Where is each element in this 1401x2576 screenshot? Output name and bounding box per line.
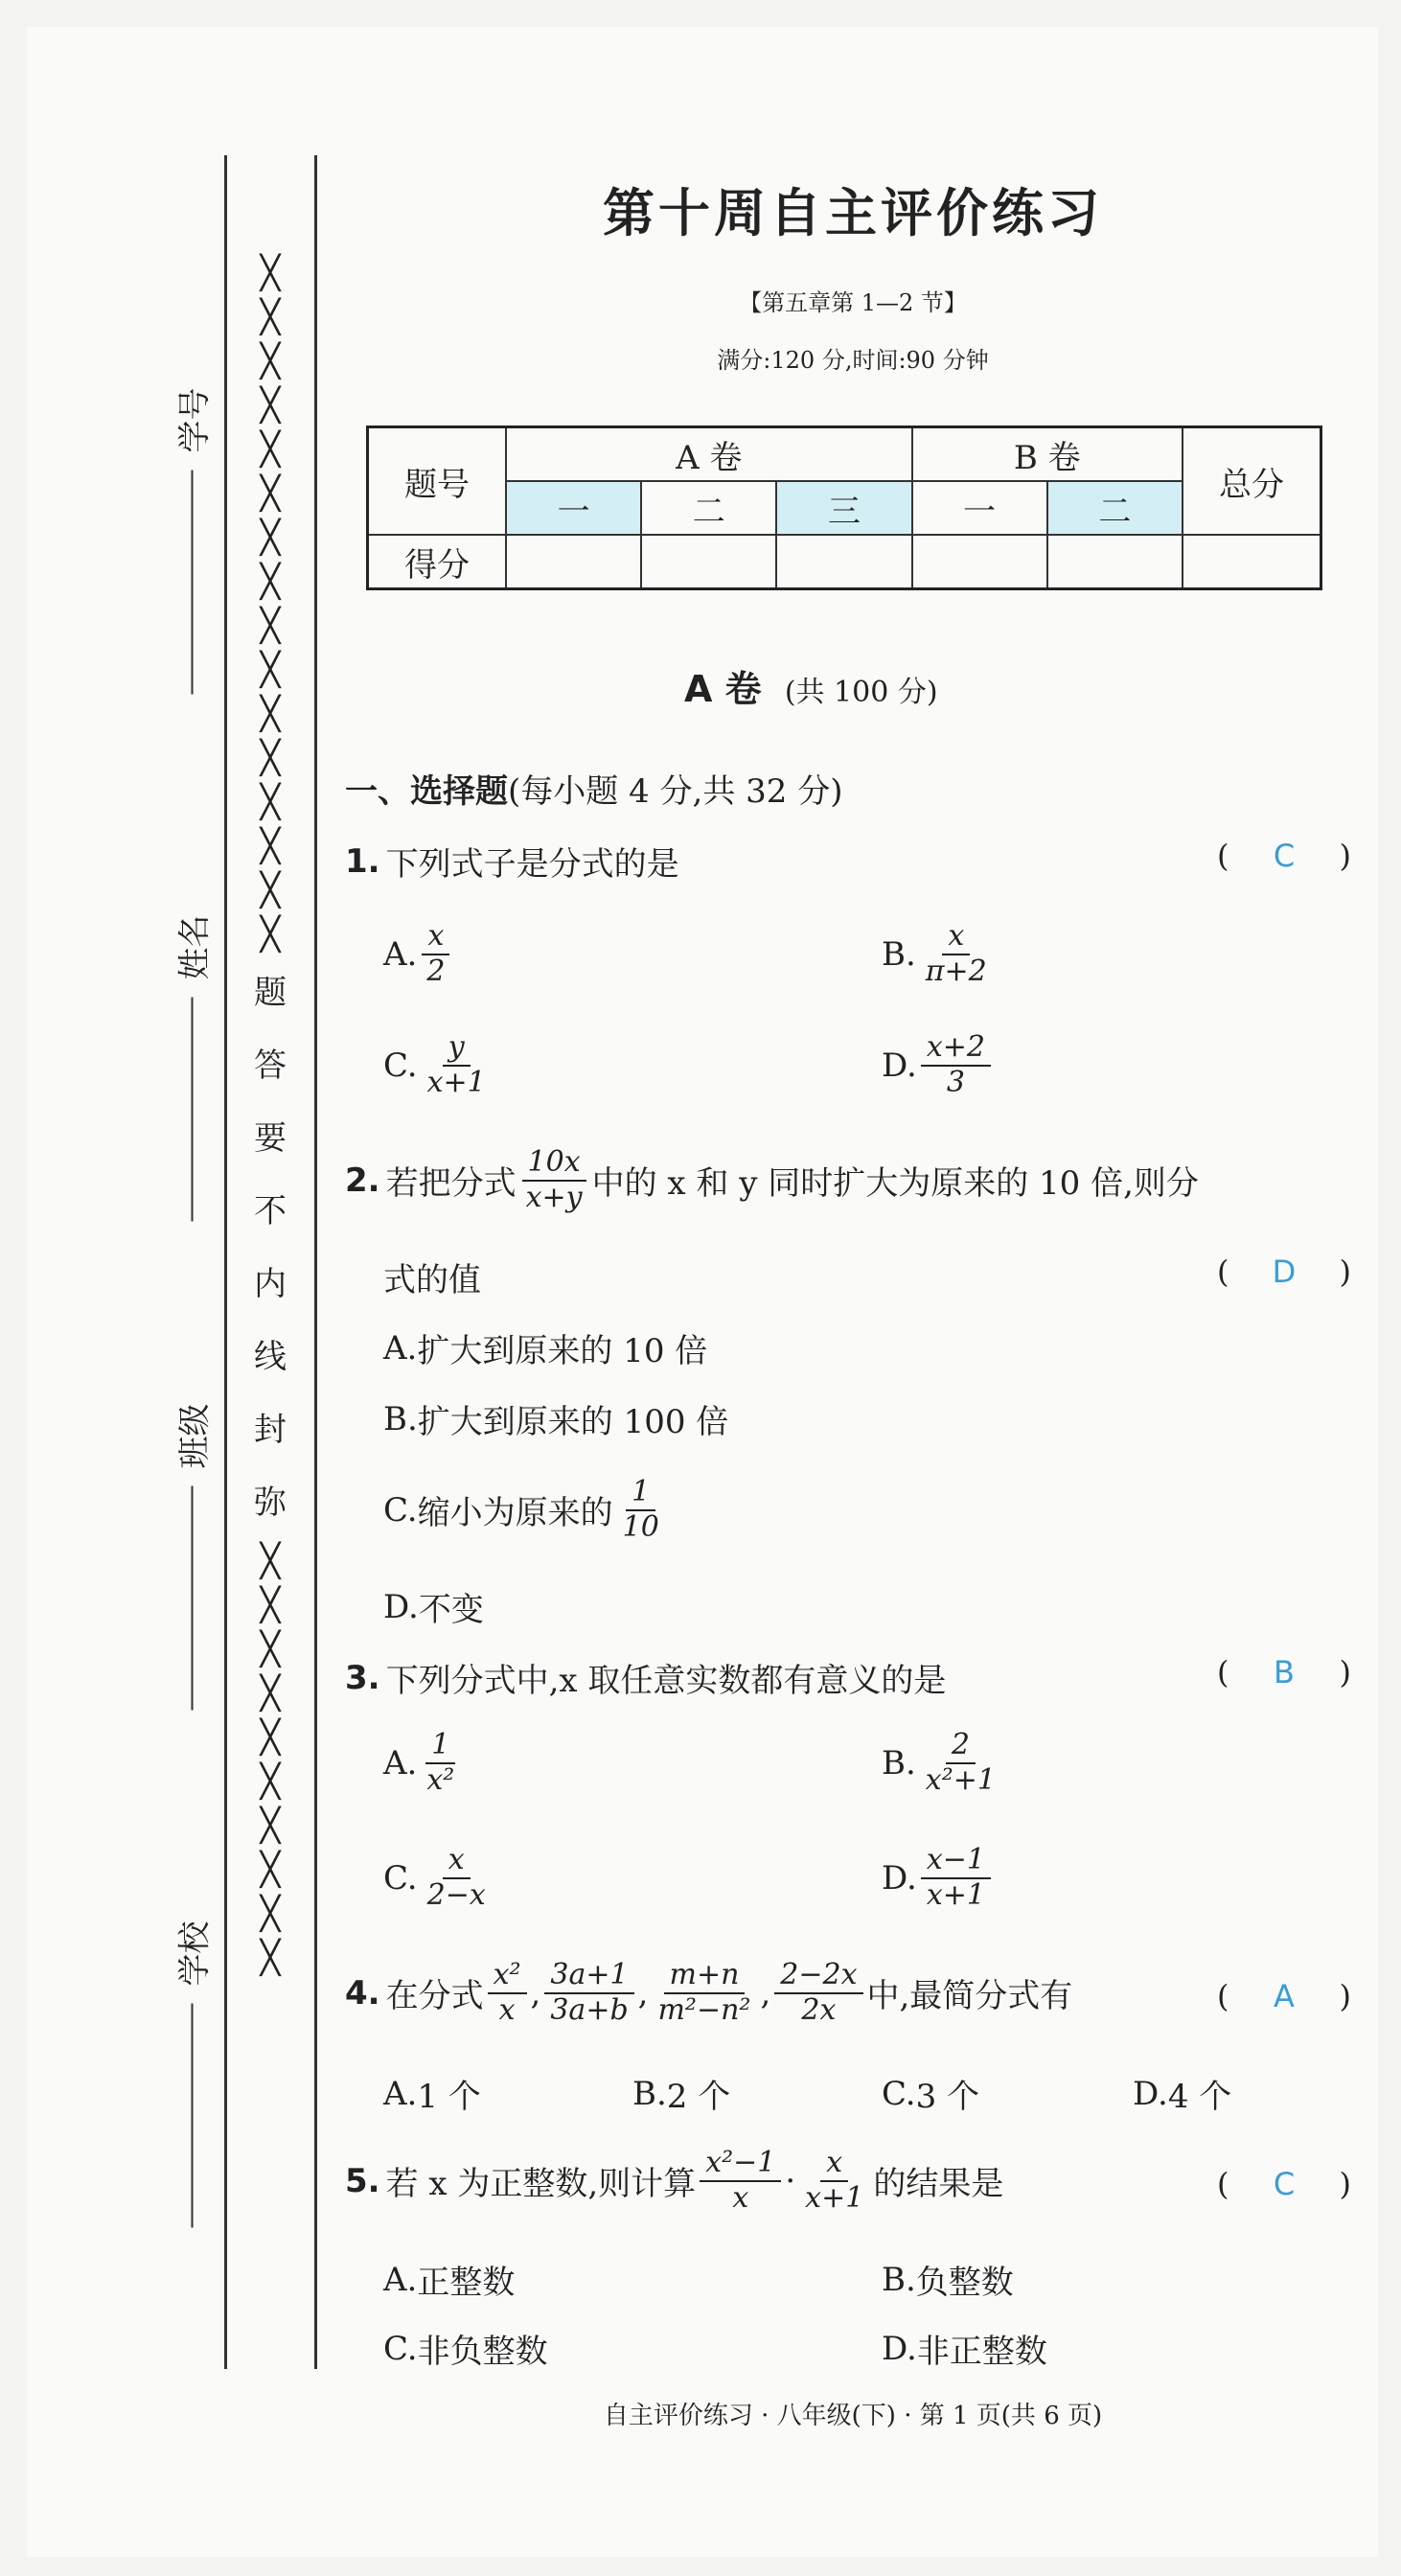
answer-5: ( C ) (1217, 2166, 1351, 2202)
score-cell[interactable] (776, 535, 911, 589)
q3-option-a[interactable]: A. $\frac{1}{\text{x²}}$ (383, 1728, 455, 1797)
q2-option-d[interactable]: D. 不变 (383, 1587, 484, 1629)
q4-option-d[interactable]: D. 4 个 (1133, 2074, 1232, 2116)
chapter-range: 【第五章第 1—2 节】 (739, 289, 967, 316)
q5-option-b[interactable]: B. 负整数 (882, 2260, 1014, 2302)
question-1: 1. 下列式子是分式的是 (345, 841, 679, 884)
answer-4: ( A ) (1217, 1978, 1351, 2014)
name-field[interactable]: 姓名 (169, 915, 216, 1222)
b-paper-header: B 卷 (912, 427, 1183, 482)
seal-line-text: ╳ ╳ ╳ ╳ ╳ ╳ ╳ ╳ ╳ ╳ ╳ ╳ ╳ ╳ ╳ ╳ 题 答 要 不 内 线 封 弥 ╳ ╳ ╳ ╳ ╳ ╳ ╳ ╳ ╳ ╳ (254, 254, 287, 1977)
score-cell[interactable] (506, 535, 641, 589)
q2-option-a[interactable]: A. 扩大到原来的 10 倍 (383, 1328, 708, 1370)
a-paper-header: A 卷 (506, 427, 912, 482)
score-cell[interactable] (641, 535, 776, 589)
q1-option-d[interactable]: D. $\frac{x+2}{3}$ (882, 1031, 995, 1099)
answer-2: ( D ) (1217, 1254, 1351, 1290)
margin-line-right (314, 155, 317, 2369)
q3-option-c[interactable]: C. $\frac{x}{2-x}$ (383, 1843, 486, 1912)
b-part-2: 二 (1047, 481, 1183, 535)
score-label: 得分 (368, 535, 507, 589)
q1-option-b[interactable]: B. $\frac{x}{\pi+2}$ (882, 919, 987, 988)
q1-option-a[interactable]: A. $\frac{x}{2}$ (383, 920, 454, 988)
b-part-1: 一 (912, 481, 1047, 535)
question-5: 5. 若 x 为正整数,则计算 $\frac{\text{x²−1}}{x}$ · $\frac{x}{x+1}$ 的结果是 (345, 2146, 1004, 2215)
answer-3: ( B ) (1217, 1654, 1351, 1690)
section-a-heading: A 卷 (共 100 分) (684, 668, 938, 710)
class-field[interactable]: 班级 (169, 1404, 216, 1711)
a-part-3: 三 (776, 481, 911, 535)
question-4: 4. 在分式 $\frac{\text{x²}}{x}$ , $\frac{3a+1}{3a+b}$ , $\frac{m+n}{\text{m²−n²}}$ , $\frac{2-2x}{2x}$ 中,最简分式有 (345, 1958, 1073, 2027)
a-part-2: 二 (641, 481, 776, 535)
total-header: 总分 (1183, 427, 1321, 536)
q4-option-b[interactable]: B. 2 个 (632, 2074, 731, 2116)
exam-meta: 满分:120 分,时间:90 分钟 (717, 347, 989, 374)
score-cell[interactable] (1183, 535, 1321, 589)
school-field[interactable]: 学校 (169, 1921, 216, 2228)
score-cell[interactable] (912, 535, 1047, 589)
q4-option-c[interactable]: C. 3 个 (882, 2074, 980, 2116)
q2-option-c[interactable]: C. 缩小为原来的 $\frac{1}{10}$ (383, 1475, 659, 1544)
margin-line-left (224, 155, 227, 2369)
q3-option-b[interactable]: B. $\frac{2}{\text{x²+1}}$ (882, 1728, 996, 1797)
q3-option-d[interactable]: D. $\frac{x-1}{x+1}$ (882, 1844, 995, 1912)
answer-1: ( C ) (1217, 838, 1351, 874)
page-footer: 自主评价练习 · 八年级(下) · 第 1 页(共 6 页) (603, 2402, 1103, 2430)
a-part-1: 一 (506, 481, 641, 535)
q5-option-d[interactable]: D. 非正整数 (882, 2329, 1047, 2371)
question-3: 3. 下列分式中,x 取任意实数都有意义的是 (345, 1658, 947, 1700)
question-2-line2: 式的值 (383, 1261, 481, 1300)
score-table (366, 426, 1322, 590)
part1-heading: 一、选择题(每小题 4 分,共 32 分) (345, 772, 843, 811)
page-title: 第十周自主评价练习 (603, 183, 1103, 243)
row-header: 题号 (368, 427, 507, 536)
question-2: 2. 若把分式 $\frac{10x}{x+y}$ 中的 x 和 y 同时扩大为原来的 10 倍,则分 (345, 1145, 1199, 1214)
q4-option-a[interactable]: A. 1 个 (383, 2074, 481, 2116)
score-cell[interactable] (1047, 535, 1183, 589)
q2-option-b[interactable]: B. 扩大到原来的 100 倍 (383, 1399, 729, 1441)
student-id-field[interactable]: 学号 (169, 388, 216, 695)
q5-option-a[interactable]: A. 正整数 (383, 2260, 516, 2302)
q1-option-c[interactable]: C. $\frac{y}{x+1}$ (383, 1030, 486, 1099)
q5-option-c[interactable]: C. 非负整数 (383, 2329, 548, 2371)
